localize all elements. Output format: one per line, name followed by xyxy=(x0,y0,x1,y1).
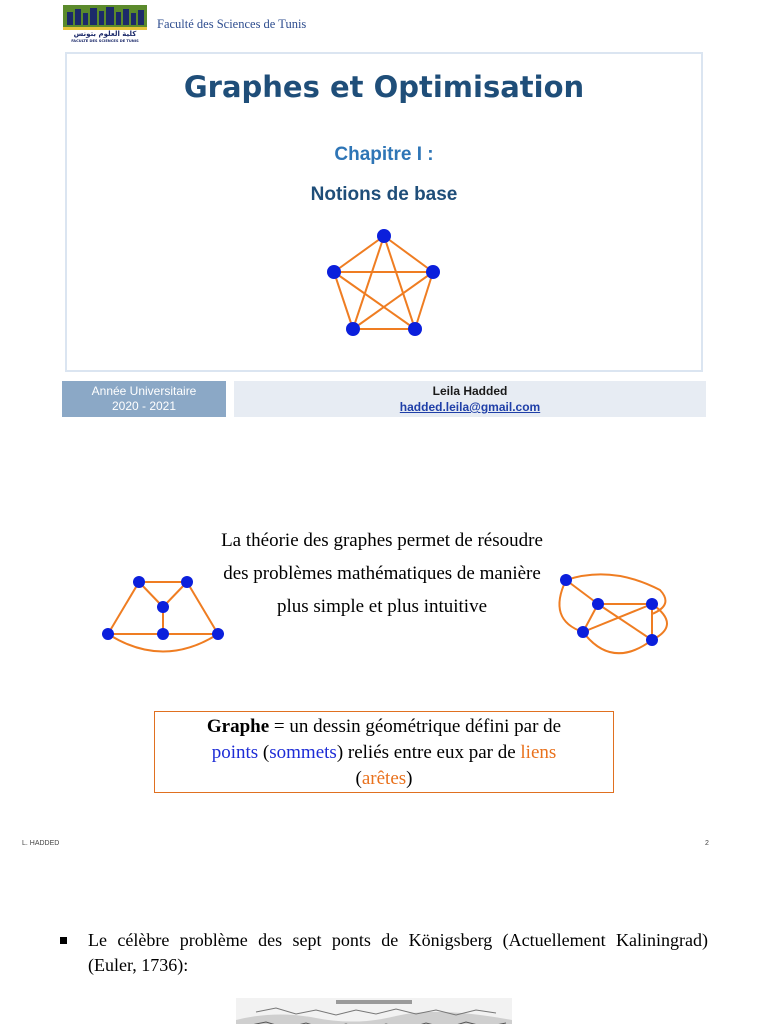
list-item xyxy=(60,928,708,978)
academic-year-box xyxy=(62,381,226,417)
author-email-link[interactable]: hadded.leila@gmail.com xyxy=(399,400,541,414)
k5-edges xyxy=(334,236,433,329)
square-bullet-icon xyxy=(60,937,67,944)
def-points: points xyxy=(211,742,259,763)
def-open: ( xyxy=(258,742,270,763)
def-term: Graphe xyxy=(206,716,270,737)
author-name: Leila Hadded xyxy=(432,384,508,398)
intro-keyword: théorie des graphes xyxy=(245,530,393,551)
academic-year-label: Année Universitaire xyxy=(91,384,197,398)
def-sommets: sommets xyxy=(269,742,337,763)
footer-page-number: 2 xyxy=(705,840,709,847)
footer-author: L. HADDED xyxy=(22,840,60,847)
intro-post: permet de résoudre des problèmes mathématiques de manière plus simple et plus intuitive xyxy=(223,530,543,617)
author-box xyxy=(234,381,706,417)
complete-graph-k5-illustration xyxy=(318,225,448,345)
k5-vertices xyxy=(327,229,440,336)
definition-box xyxy=(154,711,614,793)
intro-paragraph xyxy=(212,524,552,623)
faculty-name: Faculté des Sciences de Tunis xyxy=(157,17,307,31)
historical-overview-slide xyxy=(0,866,768,1024)
page-title: Graphes et Optimisation xyxy=(183,70,585,104)
academic-year-value: 2020 - 2021 xyxy=(111,399,177,413)
example-graph-left xyxy=(100,574,230,654)
def-liens: liens xyxy=(520,742,557,763)
def-open2: ( xyxy=(355,768,362,789)
intro-pre: La xyxy=(221,530,246,551)
title-slide xyxy=(0,0,768,430)
bullet-text: Le célèbre problème des sept ponts de Königsberg (Actuellement Kaliningrad) (Euler, 1736): xyxy=(88,930,708,975)
def-text-1: = un dessin géométrique défini par de xyxy=(269,716,562,737)
graph-theory-slide xyxy=(0,434,768,862)
konigsberg-map-image xyxy=(236,998,512,1024)
example-graph-right xyxy=(552,570,677,660)
chapter-label: Chapitre I : xyxy=(334,144,434,165)
chapter-subtitle: Notions de base xyxy=(310,184,458,205)
def-mid: ) reliés entre eux par de xyxy=(336,742,521,763)
faculty-logo xyxy=(61,3,149,43)
def-aretes: arêtes xyxy=(361,768,407,789)
logo-caption-text: FACULTE DES SCIENCES DE TUNIS xyxy=(71,39,139,43)
def-close2: ) xyxy=(406,768,413,789)
logo-arabic-text: كلية العلوم بتونس xyxy=(73,30,137,38)
